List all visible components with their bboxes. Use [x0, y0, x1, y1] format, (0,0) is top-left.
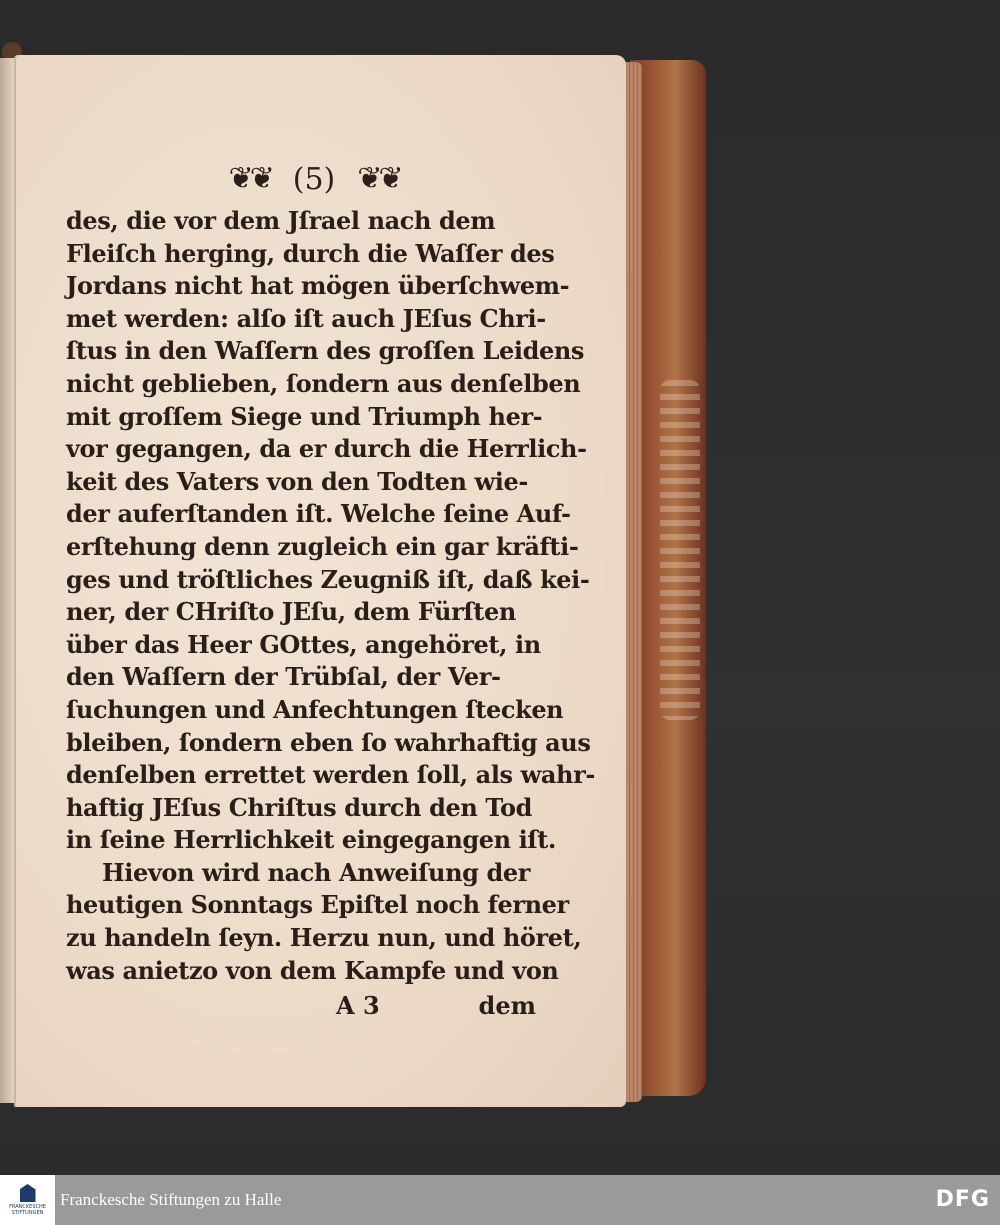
text-line: ſuchungen und Anfechtungen ſtecken: [66, 694, 564, 724]
logo-text: FRANCKESCHE STIFTUNGEN: [9, 1204, 46, 1216]
facing-page-edge: [0, 58, 15, 1103]
text-line: Hievon wird nach Anweiſung der: [102, 857, 530, 887]
ornament-left-icon: ❦❦: [228, 161, 271, 196]
page-body: [66, 205, 595, 987]
text-line: met werden: alſo iſt auch JEſus Chri-: [66, 303, 546, 333]
text-line: keit des Vaters von den Todten wie-: [66, 466, 528, 496]
text-line: Jordans nicht hat mögen überſchwem-: [66, 271, 570, 301]
page-footer-line: [66, 991, 536, 1023]
text-line: was anietzo von dem Kampfe und von: [66, 955, 559, 985]
text-line: in ſeine Herrlichkeit eingegangen iſt.: [66, 825, 556, 855]
book-page: [14, 55, 626, 1107]
text-line: heutigen Sonntags Epiſtel noch ferner: [66, 890, 569, 920]
text-line: haftig JEſus Chriſtus durch den Tod: [66, 792, 533, 822]
text-line: denſelben errettet werden ſoll, als wahr-: [66, 760, 595, 790]
text-line: über das Heer GOttes, angehöret, in: [66, 629, 541, 659]
text-line: zu handeln ſeyn. Herzu nun, und höret,: [66, 923, 582, 953]
building-icon: [20, 1184, 36, 1202]
text-line: des, die vor dem Jſrael nach dem: [66, 206, 496, 235]
institution-name[interactable]: Franckesche Stiftungen zu Halle: [60, 1190, 282, 1209]
catchword: dem: [478, 991, 536, 1020]
text-line: vor gegangen, da er durch die Herrlich-: [66, 434, 587, 464]
text-line: nicht geblieben, ſondern aus denſelben: [66, 368, 581, 398]
text-line: den Waſſern der Trübſal, der Ver-: [66, 662, 501, 692]
text-line: der auferſtanden iſt. Welche ſeine Auf-: [66, 499, 571, 529]
ornament-right-icon: ❦❦: [357, 161, 400, 196]
signature-mark: A 3: [336, 991, 380, 1020]
text-line: bleiben, ſondern eben ſo wahrhaftig aus: [66, 727, 591, 757]
text-line: ner, der CHriſto JEſu, dem Fürſten: [66, 597, 516, 627]
text-line: ges und tröſtliches Zeugniß iſt, daß kei-: [66, 564, 590, 594]
page-header: [194, 155, 434, 203]
text-line: ſtus in den Waſſern des groſſen Leidens: [66, 336, 585, 366]
dfg-logo[interactable]: DFG: [935, 1187, 990, 1212]
text-line: Fleiſch herging, durch die Waſſer des: [66, 238, 555, 268]
viewer-footer: [0, 1175, 1000, 1225]
text-line: mit groſſem Siege und Triumph her-: [66, 401, 543, 431]
page-number: (5): [292, 161, 336, 197]
text-line: erſtehung denn zugleich ein gar kräfti-: [66, 531, 579, 561]
cover-wear: [660, 380, 700, 720]
institution-logo[interactable]: [0, 1175, 55, 1225]
